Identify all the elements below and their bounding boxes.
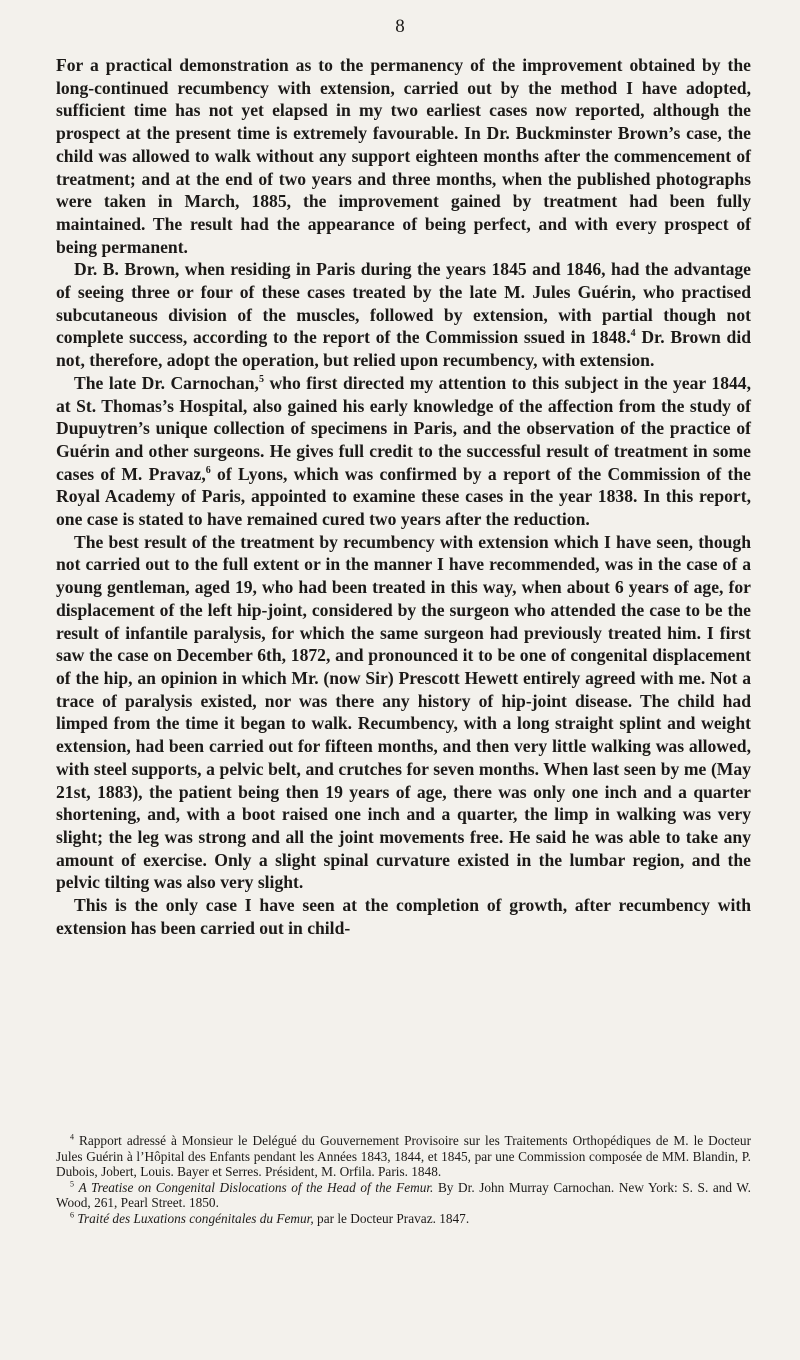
page-number: 8 (395, 16, 405, 37)
footnote: $^5$ A Treatise on Congenital Dislocations of the Head of the Femur. By Dr. John Murray Carnochan. New York: S. S. and W. Wood, 261, Pearl Street. 1850. (56, 1179, 752, 1211)
footnote-ref: 4 (630, 328, 636, 340)
footnote-mark: 6 (70, 1210, 74, 1220)
footnote-mark: 4 (70, 1132, 74, 1142)
paragraph: For a practical demonstration as to the permanency of the improvement obtained by the long-continued recumbency with extension, carried out by the method I have adopted, sufficient time has not yet elapsed in my two earliest cases now reported, although the prospect at the present time is extremely favourable. In Dr. Buckminster Brown’s case, the child was allowed to walk without any support eighteen months after the commencement of treatment; and at the end of two years and three months, when the published photographs were taken in March, 1885, the improvement gained by treatment had been fully maintained. The result had the appearance of being perfect, and with every prospect of being permanent. (56, 55, 751, 257)
paragraph: This is the only case I have seen at the completion of growth, after recumbency with extension has been carried out in child- (56, 895, 751, 938)
body-text (56, 54, 751, 939)
footnote-ref: 6 (205, 464, 211, 476)
footnote-mark: 5 (70, 1179, 74, 1189)
paragraph: The best result of the treatment by recumbency with extension which I have seen, though not carried out to the full extent or in the manner I have recommended, was in the case of a young gentleman, aged 19, who had been treated in this way, when about 6 years of age, for displacement of the left hip-joint, considered by the surgeon who attended the case to be the result of infantile paralysis, for which the same surgeon had previously treated him. I first saw the case on December 6th, 1872, and pronounced it to be one of congenital displacement of the hip, an opinion in which Mr. (now Sir) Prescott Hewett entirely agreed with me. Not a trace of paralysis existed, nor was there any history of hip-joint disease. The child had limped from the time it began to walk. Recumbency, with a long straight splint and weight extension, had been carried out for fifteen months, and then very little walking was allowed, with steel supports, a pelvic belt, and crutches for seven months. When last seen by me (May 21st, 1883), the patient being then 19 years of age, there was only one inch and a quarter shortening, and, with a boot raised one inch and a quarter, the limp in walking was very slight; the leg was strong and all the joint movements free. He said he was able to take any amount of exercise. Only a slight spinal curvature existed in the lumbar region, and the pelvic tilting was also very slight. (56, 531, 751, 893)
footnote-title: A Treatise on Congenital Dislocations of the Head of the Femur. (78, 1179, 434, 1195)
footnotes (56, 1133, 751, 1227)
paragraph: Dr. B. Brown, when residing in Paris during the years 1845 and 1846, had the advantage of seeing three or four of these cases treated by the late M. Jules Guérin, who practised subcutaneous division of the muscles, followed by extension, with partial though not complete success, according to the report of the Commission ssued in 1848.$^4$ Dr. Brown did not, therefore, adopt the operation, but relied upon recumbency, with extension. (56, 259, 752, 371)
footnote-title: Traité des Luxations congénitales du Femur, (77, 1210, 314, 1226)
footnote-ref: 5 (258, 373, 264, 385)
footnote: $^6$ Traité des Luxations congénitales du Femur, par le Docteur Pravaz. 1847. (70, 1210, 470, 1226)
paragraph: The late Dr. Carnochan,$^5$ who first directed my attention to this subject in the year 1844, at St. Thomas’s Hospital, also gained his early knowledge of the affection from the study of Dupuytren’s unique collection of specimens in Paris, and the observation of the practice of Guérin and other surgeons. He gives full credit to the successful result of treatment in some cases of M. Pravaz,$^6$ of Lyons, which was confirmed by a report of the Commission of the Royal Academy of Paris, appointed to examine these cases in the year 1838. In this report, one case is stated to have remained cured two years after the reduction. (56, 372, 751, 530)
footnote: $^4$ Rapport adressé à Monsieur le Delégué du Gouvernement Provisoire sur les Traitements Orthopédiques de M. le Docteur Jules Guérin à l’Hôpital des Enfants pendant les Années 1843, 1844, et 1845, par une Commission composée de MM. Blandin, P. Dubois, Jobert, Louis. Bayer et Serres. Président, M. Orfila. Paris. 1848. (56, 1132, 752, 1180)
